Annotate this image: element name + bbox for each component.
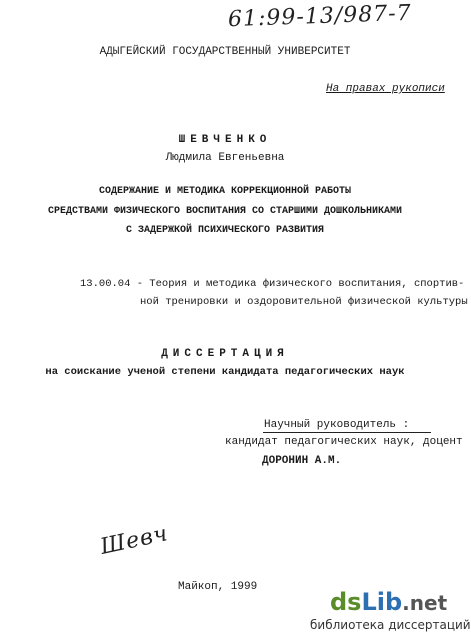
supervisor-underline	[263, 432, 431, 433]
manuscript-note: На правах рукописи	[326, 83, 445, 95]
degree-line: на соискание ученой степени кандидата педагогических наук	[45, 366, 405, 378]
watermark-subtitle: библиотека диссертаций	[310, 618, 471, 632]
title-line-3: С ЗАДЕРЖКОЙ ПСИХИЧЕСКОГО РАЗВИТИЯ	[125, 225, 325, 236]
watermark-ds: ds	[330, 588, 362, 616]
author-name: Людмила Евгеньевна	[165, 152, 285, 164]
supervisor-label: Научный руководитель :	[264, 419, 410, 431]
supervisor-title: кандидат педагогических наук, доцент	[225, 436, 463, 448]
author-surname: ШЕВЧЕНКО	[178, 134, 272, 146]
specialty-line-1: 13.00.04 - Теория и методика физического воспитания, спортив-	[80, 278, 465, 290]
title-line-2: СРЕДСТВАМИ ФИЗИЧЕСКОГО ВОСПИТАНИЯ СО СТАРШИМИ ДОШКОЛЬНИКАМИ	[47, 206, 403, 217]
archive-number-handwritten: 61:99-13/987-7	[227, 0, 413, 33]
dslib-watermark-logo	[330, 588, 447, 616]
watermark-net: .net	[402, 591, 448, 615]
doc-type: ДИССЕРТАЦИЯ	[161, 348, 289, 360]
watermark-lib: Lib	[361, 588, 403, 616]
title-line-1: СОДЕРЖАНИЕ И МЕТОДИКА КОРРЕКЦИОННОЙ РАБОТЫ	[98, 186, 352, 197]
author-signature: Шевч	[98, 521, 171, 560]
specialty-line-2: ной тренировки и оздоровительной физической культуры	[140, 296, 468, 308]
supervisor-name: ДОРОНИН А.М.	[262, 455, 342, 467]
city-year: Майкоп, 1999	[178, 581, 258, 593]
university-name: АДЫГЕЙСКИЙ ГОСУДАРСТВЕННЫЙ УНИВЕРСИТЕТ	[99, 46, 351, 58]
